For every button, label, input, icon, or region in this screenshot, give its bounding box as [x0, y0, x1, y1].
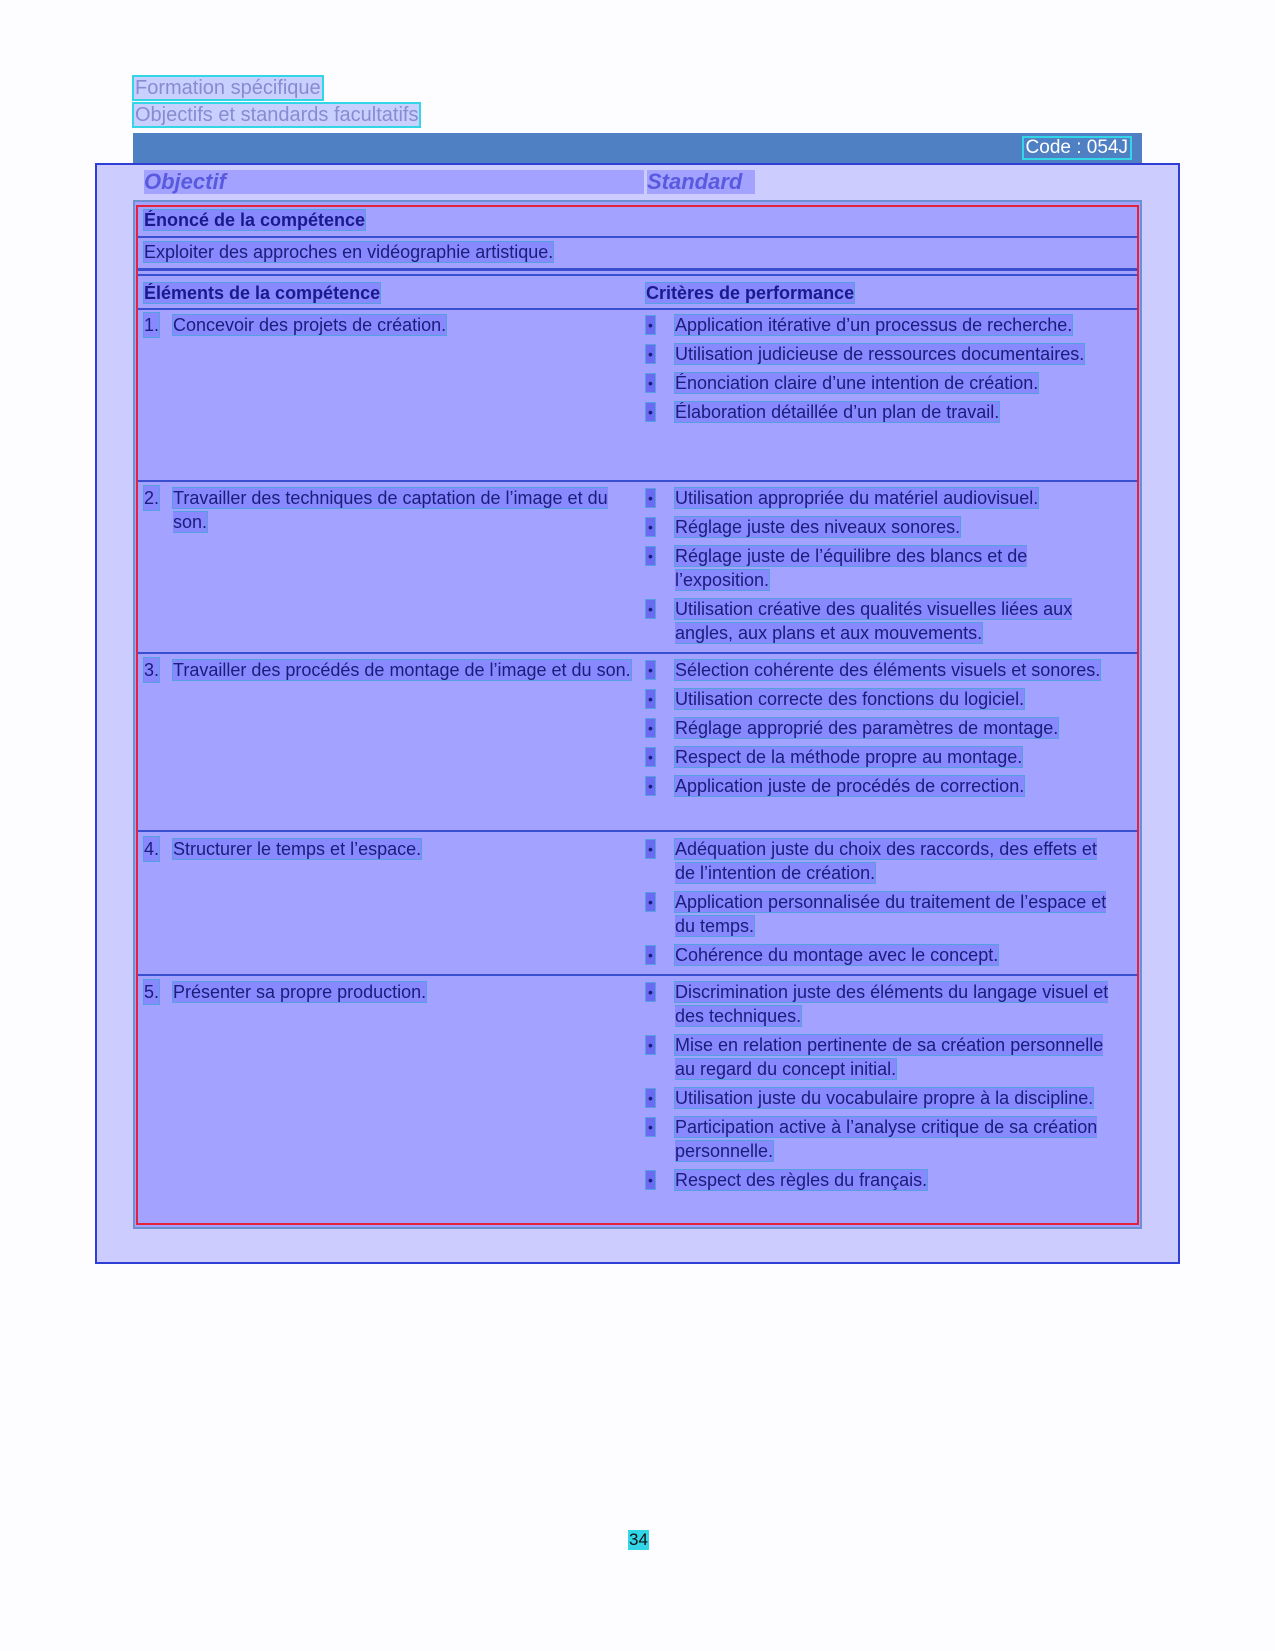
element-text: Structurer le temps et l’espace.: [173, 839, 422, 859]
criterion-item: • Utilisation juste du vocabulaire propre à la discipline.: [646, 1086, 1116, 1110]
bullet-icon: •: [646, 1118, 655, 1136]
criterion-item: • Application juste de procédés de correction.: [646, 774, 1116, 798]
criterion-item: • Réglage juste des niveaux sonores.: [646, 515, 1116, 539]
bullet-icon: •: [646, 1089, 655, 1107]
criteria-list: [646, 980, 1116, 1197]
bullet-icon: •: [646, 661, 655, 679]
bullet-icon: •: [646, 748, 655, 766]
element-number: 1.: [144, 315, 160, 335]
criterion-item: • Adéquation juste du choix des raccords, des effets et de l’intention de création.: [646, 837, 1116, 885]
bullet-icon: •: [646, 690, 655, 708]
page-number: 34: [629, 1530, 648, 1549]
bullet-icon: •: [646, 1036, 655, 1054]
column-header-objectif: Objectif: [144, 170, 644, 194]
bullet-icon: •: [646, 374, 655, 392]
criterion-item: • Utilisation appropriée du matériel audiovisuel.: [646, 486, 1116, 510]
element-number: 4.: [144, 839, 160, 859]
bullet-icon: •: [646, 983, 655, 1001]
row-divider: [138, 974, 1137, 976]
elements-header: Éléments de la compétence: [144, 283, 381, 303]
competency-element: [144, 313, 644, 337]
criteria-list: [646, 837, 1116, 972]
row-divider: [138, 480, 1137, 482]
bullet-icon: •: [646, 1171, 655, 1189]
criterion-item: • Discrimination juste des éléments du langage visuel et des techniques.: [646, 980, 1116, 1028]
element-text: Concevoir des projets de création.: [173, 315, 447, 335]
enonce-text: Exploiter des approches en vidéographie artistique.: [144, 242, 554, 262]
criterion-item: • Énonciation claire d’une intention de création.: [646, 371, 1116, 395]
bullet-icon: •: [646, 518, 655, 536]
row-divider: [138, 652, 1137, 654]
competency-element: [144, 658, 644, 682]
criterion-item: • Application personnalisée du traitement de l’espace et du temps.: [646, 890, 1116, 938]
bullet-icon: •: [646, 893, 655, 911]
bullet-icon: •: [646, 345, 655, 363]
criterion-item: • Utilisation judicieuse de ressources documentaires.: [646, 342, 1116, 366]
criterion-item: • Élaboration détaillée d’un plan de travail.: [646, 400, 1116, 424]
criteria-header: Critères de performance: [646, 283, 855, 303]
criteria-list: [646, 658, 1116, 803]
element-number: 2.: [144, 488, 160, 508]
code-bar: [133, 133, 1142, 163]
bullet-icon: •: [646, 840, 655, 858]
competency-element: [144, 837, 644, 861]
document-section-title: Formation spécifique: [135, 77, 321, 99]
bullet-icon: •: [646, 777, 655, 795]
competency-element: [144, 980, 644, 1004]
column-header-standard: Standard: [647, 170, 755, 194]
divider: [138, 268, 1137, 271]
criterion-item: • Respect de la méthode propre au montage.: [646, 745, 1116, 769]
criteria-list: [646, 313, 1116, 429]
element-text: Présenter sa propre production.: [173, 982, 427, 1002]
divider: [138, 274, 1137, 276]
criterion-item: • Cohérence du montage avec le concept.: [646, 943, 1116, 967]
bullet-icon: •: [646, 600, 655, 618]
criterion-item: • Sélection cohérente des éléments visuels et sonores.: [646, 658, 1116, 682]
criteria-list: [646, 486, 1116, 650]
criterion-item: • Respect des règles du français.: [646, 1168, 1116, 1192]
element-number: 5.: [144, 982, 160, 1002]
divider: [138, 308, 1137, 310]
criterion-item: • Utilisation créative des qualités visuelles liées aux angles, aux plans et aux mouvements.: [646, 597, 1116, 645]
element-text: Travailler des techniques de captation de l’image et du son.: [173, 488, 608, 532]
criterion-item: • Réglage juste de l’équilibre des blancs et de l’exposition.: [646, 544, 1116, 592]
bullet-icon: •: [646, 316, 655, 334]
criterion-item: • Utilisation correcte des fonctions du logiciel.: [646, 687, 1116, 711]
element-text: Travailler des procédés de montage de l’image et du son.: [173, 660, 631, 680]
bullet-icon: •: [646, 547, 655, 565]
criterion-item: • Mise en relation pertinente de sa création personnelle au regard du concept initial.: [646, 1033, 1116, 1081]
criterion-item: • Application itérative d’un processus de recherche.: [646, 313, 1116, 337]
element-number: 3.: [144, 660, 160, 680]
enonce-label: Énoncé de la compétence: [144, 210, 366, 230]
divider: [138, 236, 1137, 238]
bullet-icon: •: [646, 489, 655, 507]
document-subtitle: Objectifs et standards facultatifs: [135, 104, 419, 126]
competency-element: [144, 486, 644, 534]
row-divider: [138, 830, 1137, 832]
criterion-item: • Réglage approprié des paramètres de montage.: [646, 716, 1116, 740]
competency-code: Code : 054J: [1025, 137, 1128, 158]
criterion-item: • Participation active à l’analyse critique de sa création personnelle.: [646, 1115, 1116, 1163]
bullet-icon: •: [646, 946, 655, 964]
bullet-icon: •: [646, 403, 655, 421]
bullet-icon: •: [646, 719, 655, 737]
